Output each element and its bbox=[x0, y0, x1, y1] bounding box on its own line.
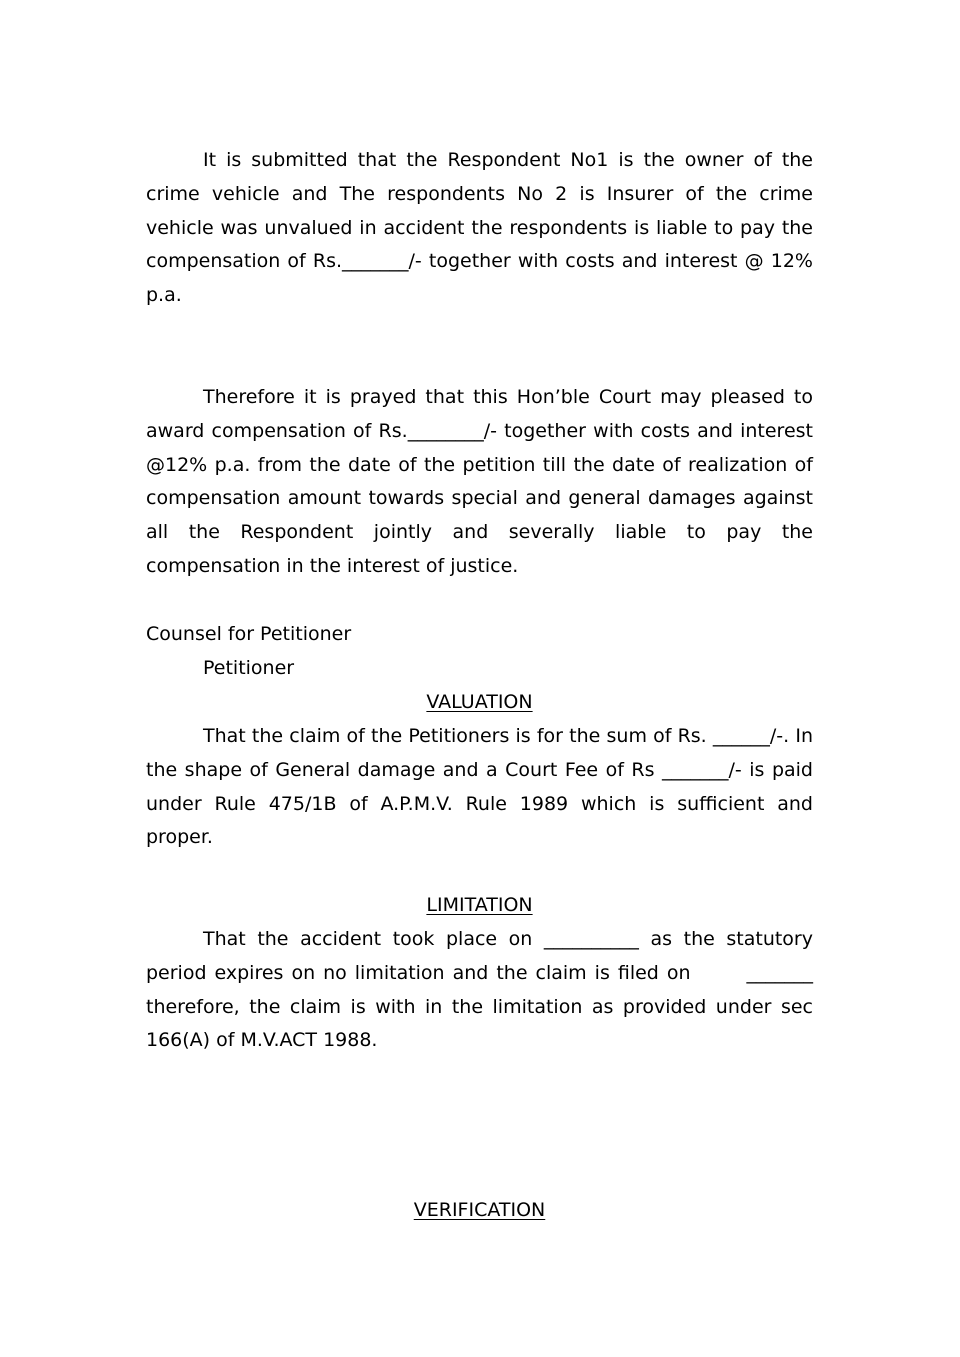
limitation-paragraph: That the accident took place on __________ as the statutory period expires on no limitation and the claim is filed on _______ therefore, the claim is with in the limitation as provided under sec 166(A) of M.V.ACT 1988. bbox=[146, 928, 820, 1052]
liability-paragraph: It is submitted that the Respondent No1 is the owner of the crime vehicle and The respondents No 2 is Insurer of the crime vehicle was unvalued in accident the respondents is liable to pay the compensation of Rs._______/- together with costs and interest @ 12% p.a. bbox=[146, 149, 813, 307]
valuation-paragraph: That the claim of the Petitioners is for the sum of Rs. ______/-. In the shape of General damage and a Court Fee of Rs _______/- is paid under Rule 475/1B of A.P.M.V. Rule 1989 which is sufficient and proper. bbox=[146, 725, 813, 849]
limitation-heading: LIMITATION bbox=[426, 894, 533, 916]
prayer-paragraph: Therefore it is prayed that this Hon’ble Court may pleased to award compensation of Rs.________/- together with costs and interest @12% p.a. from the date of the petition till the date of realization of compensation amount towards special and general damages against all the Respondent jointly and severally liable to pay the compensation in the interest of justice. bbox=[146, 386, 813, 577]
counsel-signature-label: Counsel for Petitioner bbox=[146, 623, 352, 645]
valuation-heading: VALUATION bbox=[426, 691, 533, 713]
document-page bbox=[146, 0, 820, 1357]
verification-heading: VERIFICATION bbox=[413, 1199, 546, 1221]
petitioner-signature-label: Petitioner bbox=[203, 657, 295, 679]
